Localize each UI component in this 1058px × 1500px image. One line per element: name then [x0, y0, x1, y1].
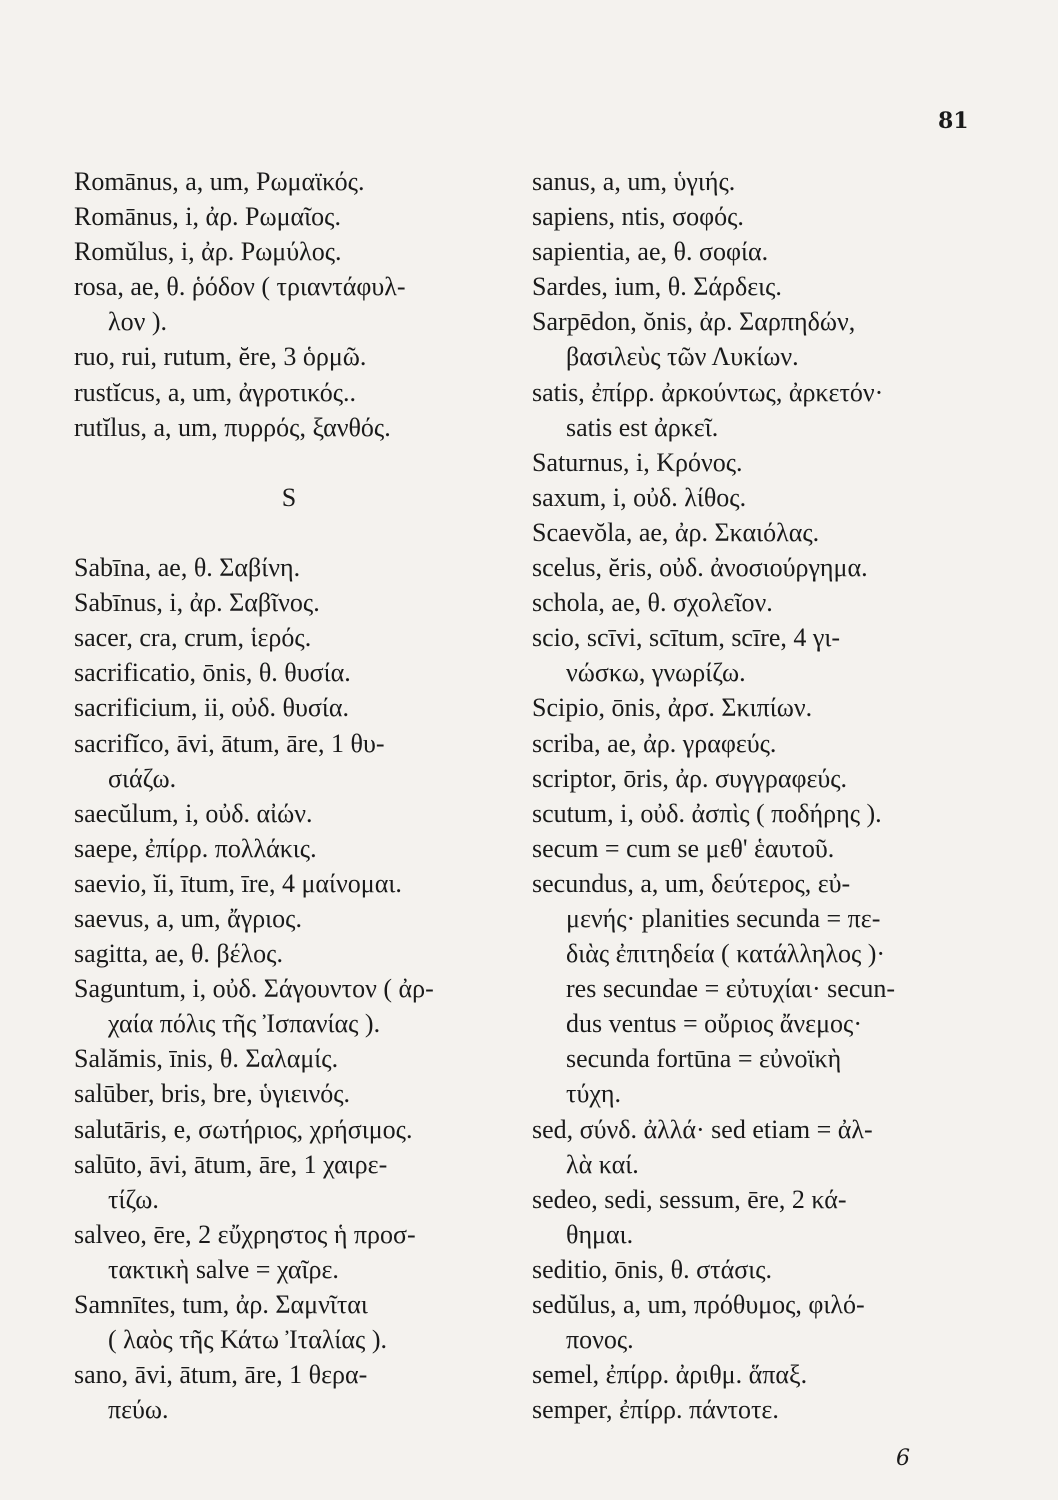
dictionary-line: scriba, ae, ἀρ. γραφεύς. [532, 728, 777, 758]
dictionary-line: rustĭcus, a, um, ἀγροτικός.. [74, 377, 357, 407]
dictionary-line: Saguntum, i, οὐδ. Σάγουντον ( ἀρ- [74, 974, 434, 1004]
blank-line [74, 515, 504, 550]
page-number: 81 [938, 108, 969, 134]
dictionary-line: sagitta, ae, θ. βέλος. [74, 939, 283, 969]
dictionary-line: λὰ καί. [566, 1149, 639, 1179]
dictionary-line: τίζω. [108, 1184, 159, 1214]
dictionary-line: sacer, cra, crum, ἱερός. [74, 623, 312, 653]
dictionary-line: semel, ἐπίρρ. ἀριθμ. ἅπαξ. [532, 1360, 808, 1390]
dictionary-line: sed, σύνδ. ἀλλά· sed etiam = ἀλ- [532, 1114, 873, 1144]
section-letter: S [281, 482, 297, 512]
dictionary-line: Salămis, īnis, θ. Σαλαμίς. [74, 1044, 339, 1074]
dictionary-line: μενής· planities secunda = πε- [566, 903, 881, 933]
dictionary-line: dus ventus = οὔριος ἄνεμος· [566, 1009, 862, 1039]
dictionary-line: semper, ἐπίρρ. πάντοτε. [532, 1395, 779, 1425]
dictionary-line: Scaevŏla, ae, ἀρ. Σκαιόλας. [532, 517, 820, 547]
dictionary-line: ruo, rui, rutum, ĕre, 3 ὁρμῶ. [74, 342, 367, 372]
signature-number: 6 [896, 1446, 910, 1471]
dictionary-line: τύχη. [566, 1079, 621, 1109]
dictionary-line: τακτικὴ salve = χαῖρε. [108, 1254, 339, 1284]
dictionary-line: scio, scīvi, scītum, scīre, 4 γι- [532, 623, 841, 653]
dictionary-line: secum = cum se μεθ' ἑαυτοῦ. [532, 833, 835, 863]
dictionary-line: sedeo, sedi, sessum, ēre, 2 κά- [532, 1184, 847, 1214]
dictionary-line: βασιλεὺς τῶν Λυκίων. [566, 342, 799, 372]
dictionary-line: sacrificatio, ōnis, θ. θυσία. [74, 658, 351, 688]
dictionary-line: sedŭlus, a, um, πρόθυμος, φιλό- [532, 1290, 865, 1319]
dictionary-line: salutāris, e, σωτήριος, χρήσιμος. [74, 1114, 413, 1144]
dictionary-line: saepe, ἐπίρρ. πολλάκις. [74, 833, 317, 863]
dictionary-line: Sabīnus, i, ἀρ. Σαβῖνος. [74, 588, 320, 618]
dictionary-line: scutum, i, οὐδ. ἀσπὶς ( ποδήρης ). [532, 798, 882, 828]
dictionary-line: λον ). [108, 307, 168, 337]
left-column [74, 164, 504, 1427]
dictionary-line: sano, āvi, ātum, āre, 1 θερα- [74, 1360, 368, 1390]
dictionary-line: θημαι. [566, 1219, 634, 1249]
dictionary-line: sapiens, ntis, σοφός. [532, 202, 744, 232]
dictionary-line: sacrificium, ii, οὐδ. θυσία. [74, 693, 349, 723]
dictionary-line: Scipio, ōnis, ἀρσ. Σκιπίων. [532, 693, 813, 723]
dictionary-line: schola, ae, θ. σχολεῖον. [532, 588, 773, 618]
dictionary-line: saevio, ĭi, ītum, īre, 4 μαίνομαι. [74, 868, 402, 898]
dictionary-line: satis, ἐπίρρ. ἀρκούντως, ἀρκετόν· [532, 377, 884, 407]
dictionary-line: Sabīna, ae, θ. Σαβίνη. [74, 553, 301, 583]
dictionary-line: Samnītes, tum, ἀρ. Σαμνῖται [74, 1290, 368, 1319]
dictionary-line: res secundae = εὐτυχίαι· secun- [566, 974, 896, 1004]
dictionary-line: Romānus, i, ἀρ. Ρωμαῖος. [74, 202, 341, 232]
dictionary-line: sacrifĭco, āvi, ātum, āre, 1 θυ- [74, 728, 385, 758]
dictionary-line: scelus, ĕris, οὐδ. ἀνοσιούργημα. [532, 553, 868, 583]
dictionary-line: seditio, ōnis, θ. στάσις. [532, 1254, 773, 1284]
dictionary-line: scriptor, ōris, ἀρ. συγγραφεύς. [532, 763, 848, 793]
dictionary-line: satis est ἀρκεῖ. [566, 412, 719, 442]
dictionary-line: secundus, a, um, δεύτερος, εὐ- [532, 868, 851, 898]
dictionary-line: πονος. [566, 1325, 634, 1355]
dictionary-line: saevus, a, um, ἄγριος. [74, 903, 302, 933]
dictionary-line: διὰς ἐπιτηδεία ( κατάλληλος )· [566, 939, 886, 969]
dictionary-line: Sardes, ium, θ. Σάρδεις. [532, 272, 782, 302]
right-column [532, 164, 964, 1427]
dictionary-line: νώσκω, γνωρίζω. [566, 658, 746, 688]
dictionary-line: Romŭlus, i, ἀρ. Ρωμύλος. [74, 237, 342, 267]
dictionary-line: sapientia, ae, θ. σοφία. [532, 237, 769, 267]
dictionary-line: χαία πόλις τῆς Ἰσπανίας ). [108, 1009, 381, 1039]
dictionary-line: secunda fortūna = εὐνοϊκὴ [566, 1044, 842, 1074]
dictionary-line: sanus, a, um, ὑγιής. [532, 167, 736, 196]
dictionary-line: saecŭlum, i, οὐδ. αἰών. [74, 798, 313, 828]
blank-line [74, 445, 504, 480]
dictionary-line: salūto, āvi, ātum, āre, 1 χαιρε- [74, 1149, 388, 1179]
dictionary-line: saxum, i, οὐδ. λίθος. [532, 482, 747, 512]
dictionary-line: Sarpēdon, ŏnis, ἀρ. Σαρπηδών, [532, 307, 856, 337]
dictionary-line: πεύω. [108, 1395, 169, 1425]
dictionary-line: salūber, bris, bre, ὑγιεινός. [74, 1079, 351, 1109]
dictionary-line: Romānus, a, um, Ρωμαϊκός. [74, 167, 365, 196]
dictionary-line: ( λαὸς τῆς Κάτω Ἰταλίας ). [108, 1325, 387, 1355]
dictionary-line: rutĭlus, a, um, πυρρός, ξανθός. [74, 412, 391, 442]
dictionary-line: rosa, ae, θ. ῥόδον ( τριαντάφυλ- [74, 272, 406, 302]
dictionary-line: salveo, ēre, 2 εὔχρηστος ἡ προσ- [74, 1219, 416, 1249]
dictionary-line: σιάζω. [108, 763, 177, 793]
dictionary-line: Saturnus, i, Κρόνος. [532, 447, 743, 477]
